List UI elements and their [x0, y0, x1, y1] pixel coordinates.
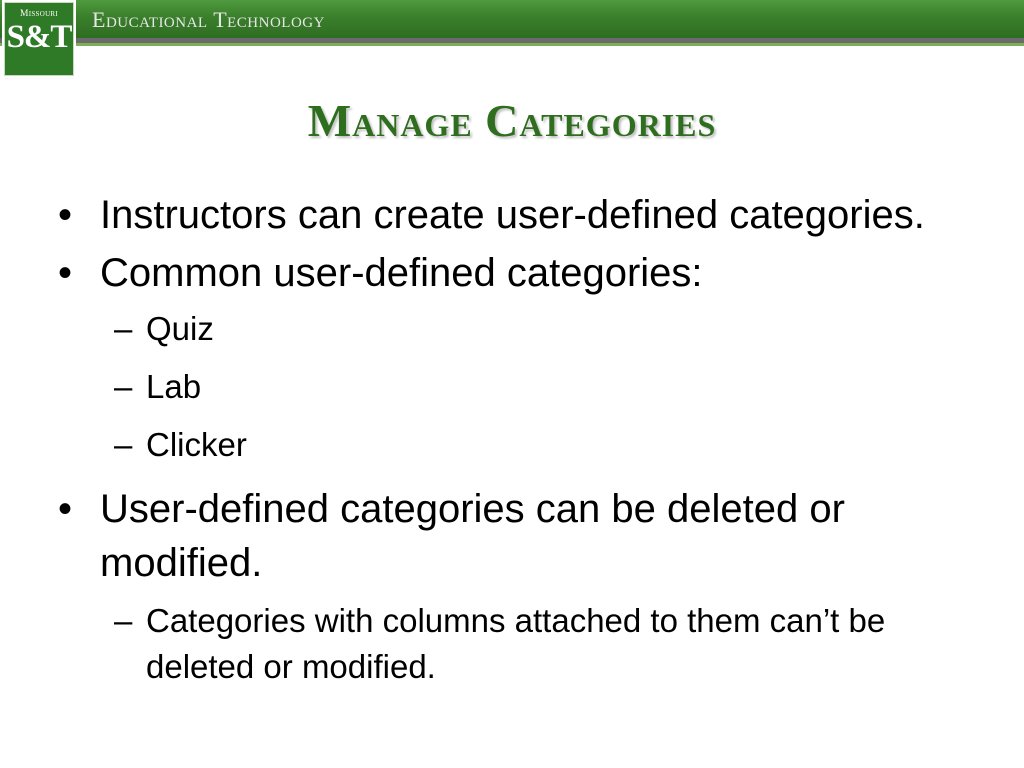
bullet-icon: •	[58, 251, 73, 295]
dash-icon: –	[114, 426, 133, 463]
logo-text-top: Missouri	[19, 9, 59, 19]
dash-icon: –	[114, 602, 133, 639]
university-logo	[4, 2, 74, 76]
slide-title: Manage Categories	[307, 95, 717, 146]
sub-bullet-text: Clicker	[146, 426, 247, 463]
sub-bullet-item	[56, 306, 976, 352]
sub-bullet-item	[56, 422, 976, 468]
sub-bullet-text: Lab	[146, 368, 202, 405]
logo-text-main: S&T	[6, 19, 72, 55]
bullet-item	[56, 482, 976, 590]
bullet-icon: •	[58, 487, 73, 531]
bullet-icon: •	[58, 193, 73, 237]
bullet-item	[56, 188, 976, 242]
sub-bullet-text: Categories with columns attached to them can’t be deleted or modified.	[146, 602, 886, 685]
header-accent-line	[0, 43, 1024, 46]
header-title: Educational Technology	[92, 7, 325, 32]
sub-bullet-item	[56, 364, 976, 410]
dash-icon: –	[114, 310, 133, 347]
slide-content	[56, 188, 976, 702]
sub-bullet-item	[56, 598, 886, 690]
sub-bullet-text: Quiz	[146, 310, 214, 347]
dash-icon: –	[114, 368, 133, 405]
bullet-text: Instructors can create user-defined categories.	[100, 193, 925, 237]
bullet-text: User-defined categories can be deleted or modified.	[100, 487, 845, 585]
bullet-item	[56, 246, 976, 300]
bullet-text: Common user-defined categories:	[100, 251, 703, 295]
